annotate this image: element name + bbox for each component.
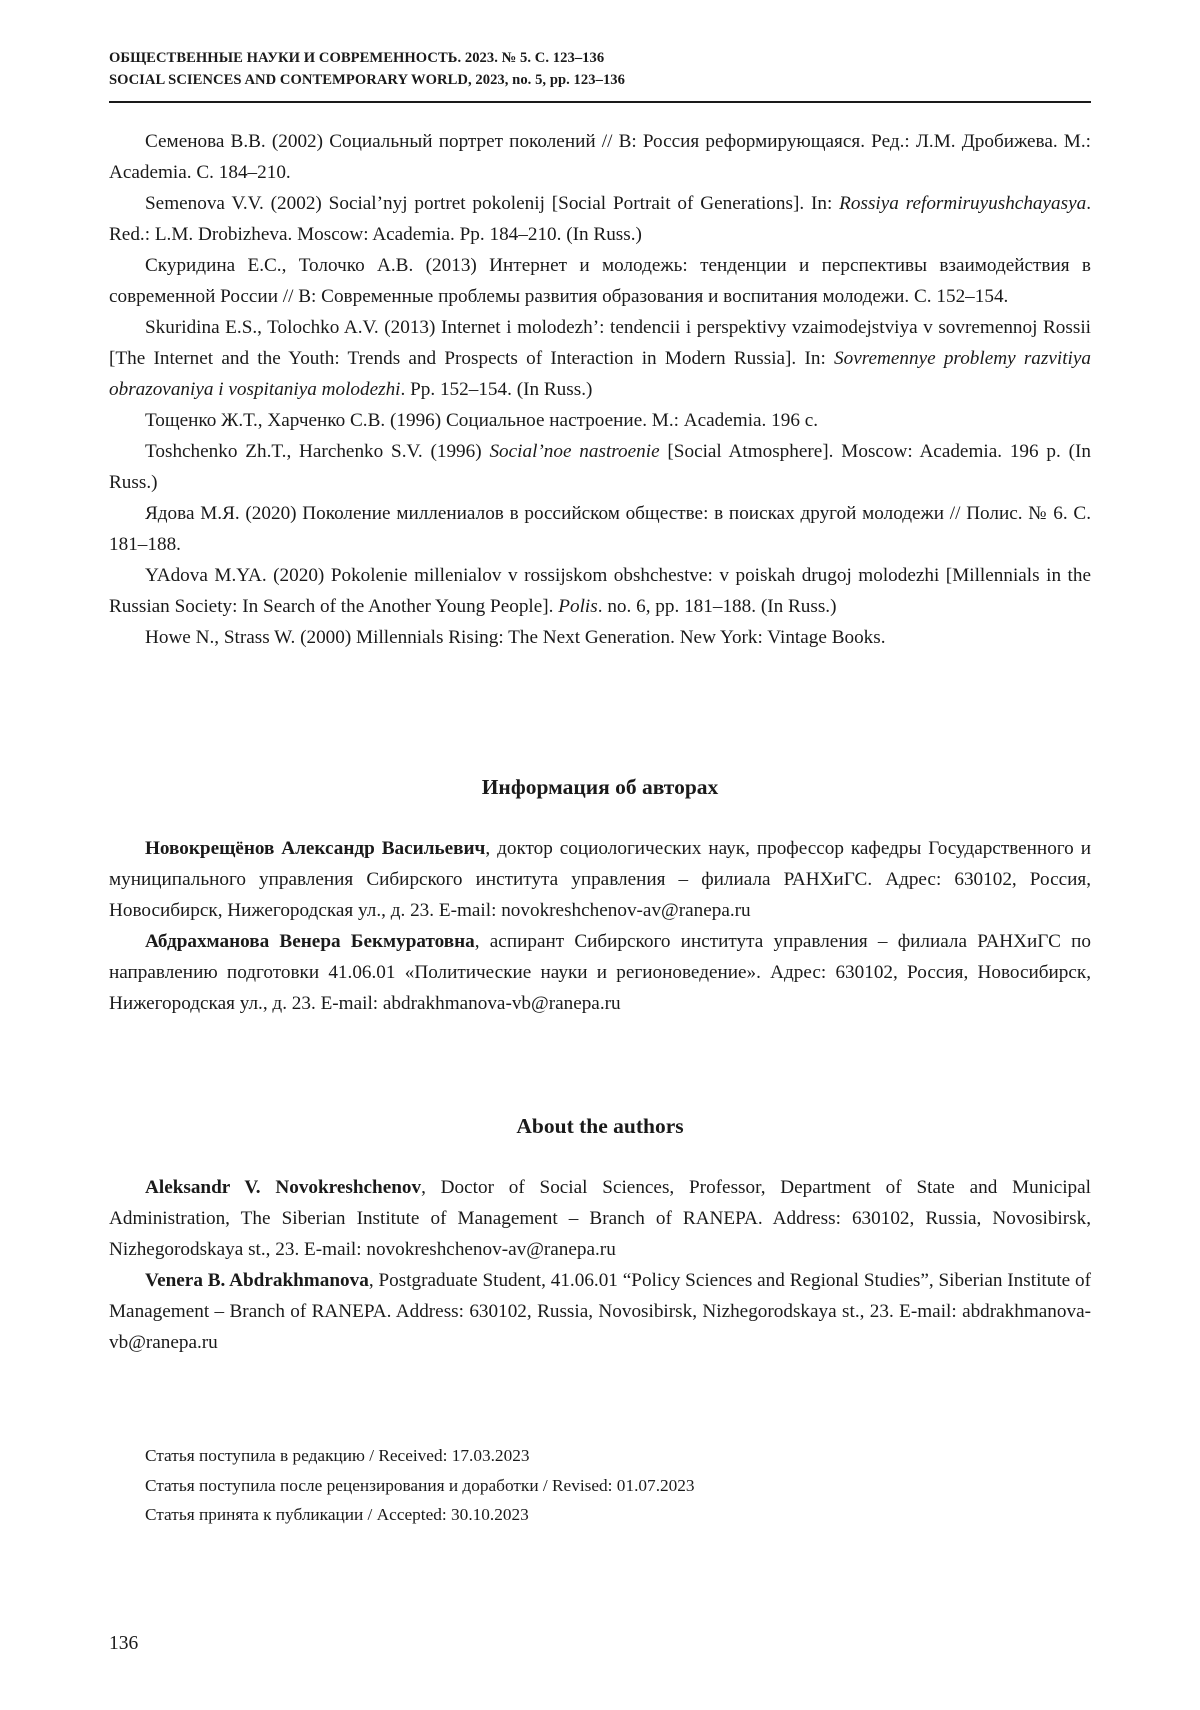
article-dates bbox=[145, 1441, 1045, 1530]
authors-info-en-section bbox=[109, 1111, 1091, 1141]
reference-item: Semenova V.V. (2002) Social’nyj portret pokolenij [Social Portrait of Generations]. In: Rossiya reformiruyushchayasya. Red.: L.M. Drobizheva. Moscow: Academia. Pp. 184–210. (In Russ.) bbox=[109, 193, 1091, 245]
author-entry: Aleksandr V. Novokreshchenov, Doctor of Social Sciences, Professor, Department of State and Municipal Administration, The Siberian Institute of Management – Branch of RANEPA. Address: 630102, Russia, Novosibirsk, Nizhegorodskaya st., 23. E-mail: novokreshchenov-av@ranepa.ru bbox=[109, 1177, 1091, 1260]
reference-item: Скуридина Е.С., Толочко А.В. (2013) Интернет и молодежь: тенденции и перспективы взаимодействия в современной России // В: Современные проблемы развития образования и воспитания молодежи. С. 152–154. bbox=[109, 255, 1091, 307]
journal-page bbox=[109, 0, 1091, 1710]
reference-list bbox=[109, 126, 1091, 653]
received-date: Статья поступила в редакцию / Received: 17.03.2023 bbox=[145, 1446, 530, 1465]
author-entry: Новокрещёнов Александр Васильевич, доктор социологических наук, профессор кафедры Государственного и муниципального управления Сибирского института управления – филиала РАНХиГС. Адрес: 630102, Россия, Новосибирск, Нижегородская ул., д. 23. E-mail: novokreshchenov-av@ranepa.ru bbox=[109, 838, 1091, 921]
authors-info-ru-section bbox=[109, 772, 1091, 802]
authors-en-body bbox=[109, 1172, 1091, 1358]
header-english: SOCIAL SCIENCES AND CONTEMPORARY WORLD, 2023, no. 5, pp. 123–136 bbox=[109, 72, 625, 88]
reference-item: Toshchenko Zh.T., Harchenko S.V. (1996) Social’noe nastroenie [Social Atmosphere]. Moscow: Academia. 196 p. (In Russ.) bbox=[109, 441, 1091, 493]
author-entry: Venera B. Abdrakhmanova, Postgraduate Student, 41.06.01 “Policy Sciences and Regional Studies”, Siberian Institute of Management – Branch of RANEPA. Address: 630102, Russia, Novosibirsk, Nizhegorodskaya st., 23. E-mail: abdrakhmanova-vb@ranepa.ru bbox=[109, 1270, 1092, 1353]
reference-item: Тощенко Ж.Т., Харченко С.В. (1996) Социальное настроение. М.: Academia. 196 с. bbox=[145, 410, 819, 431]
page-number: 136 bbox=[109, 1633, 139, 1654]
author-name: Venera B. Abdrakhmanova bbox=[145, 1270, 369, 1291]
revised-date: Статья поступила после рецензирования и доработки / Revised: 01.07.2023 bbox=[145, 1475, 695, 1495]
reference-item: Ядова М.Я. (2020) Поколение миллениалов в российском обществе: в поисках другой молодежи // Полис. № 6. С. 181–188. bbox=[109, 503, 1091, 555]
section-title-en: About the authors bbox=[516, 1114, 684, 1138]
author-name: Абдрахманова Венера Бекмуратовна bbox=[145, 931, 475, 952]
author-name: Новокрещёнов Александр Васильевич bbox=[145, 838, 486, 859]
header-rule bbox=[109, 101, 1091, 103]
reference-item: Семенова В.В. (2002) Социальный портрет поколений // В: Россия реформирующаяся. Ред.: Л.М. Дробижева. М.: Academia. С. 184–210. bbox=[109, 131, 1091, 183]
reference-item: YAdova M.YA. (2020) Pokolenie millenialov v rossijskom obshchestve: v poiskah drugoj molodezhi [Millennials in the Russian Society: In Search of the Another Young People]. Polis. no. 6, pp. 181–188. (In Russ.) bbox=[109, 565, 1091, 617]
section-title-ru: Информация об авторах bbox=[481, 775, 719, 799]
running-header bbox=[109, 47, 1091, 91]
accepted-date: Статья принята к публикации / Accepted: 30.10.2023 bbox=[145, 1505, 529, 1524]
reference-item: Skuridina E.S., Tolochko A.V. (2013) Internet i molodezh’: tendencii i perspektivy vzaimodejstviya v sovremennoj Rossii [The Internet and the Youth: Trends and Prospects of Interaction in Modern Russia]. In: Sovremennye problemy razvitiya obrazovaniya i vospitaniya molodezhi. Pp. 152–154. (In Russ.) bbox=[109, 317, 1091, 400]
author-name: Aleksandr V. Novokreshchenov bbox=[145, 1177, 422, 1198]
author-entry: Абдрахманова Венера Бекмуратовна, аспирант Сибирского института управления – филиала РАНХиГС по направлению подготовки 41.06.01 «Политические науки и регионоведение». Адрес: 630102, Россия, Новосибирск, Нижегородская ул., д. 23. E-mail: abdrakhmanova-vb@ranepa.ru bbox=[109, 931, 1091, 1014]
authors-ru-body bbox=[109, 833, 1091, 1019]
reference-item: Howe N., Strass W. (2000) Millennials Rising: The Next Generation. New York: Vintage Books. bbox=[145, 627, 886, 648]
header-russian: ОБЩЕСТВЕННЫЕ НАУКИ И СОВРЕМЕННОСТЬ. 2023. № 5. С. 123–136 bbox=[109, 50, 605, 66]
